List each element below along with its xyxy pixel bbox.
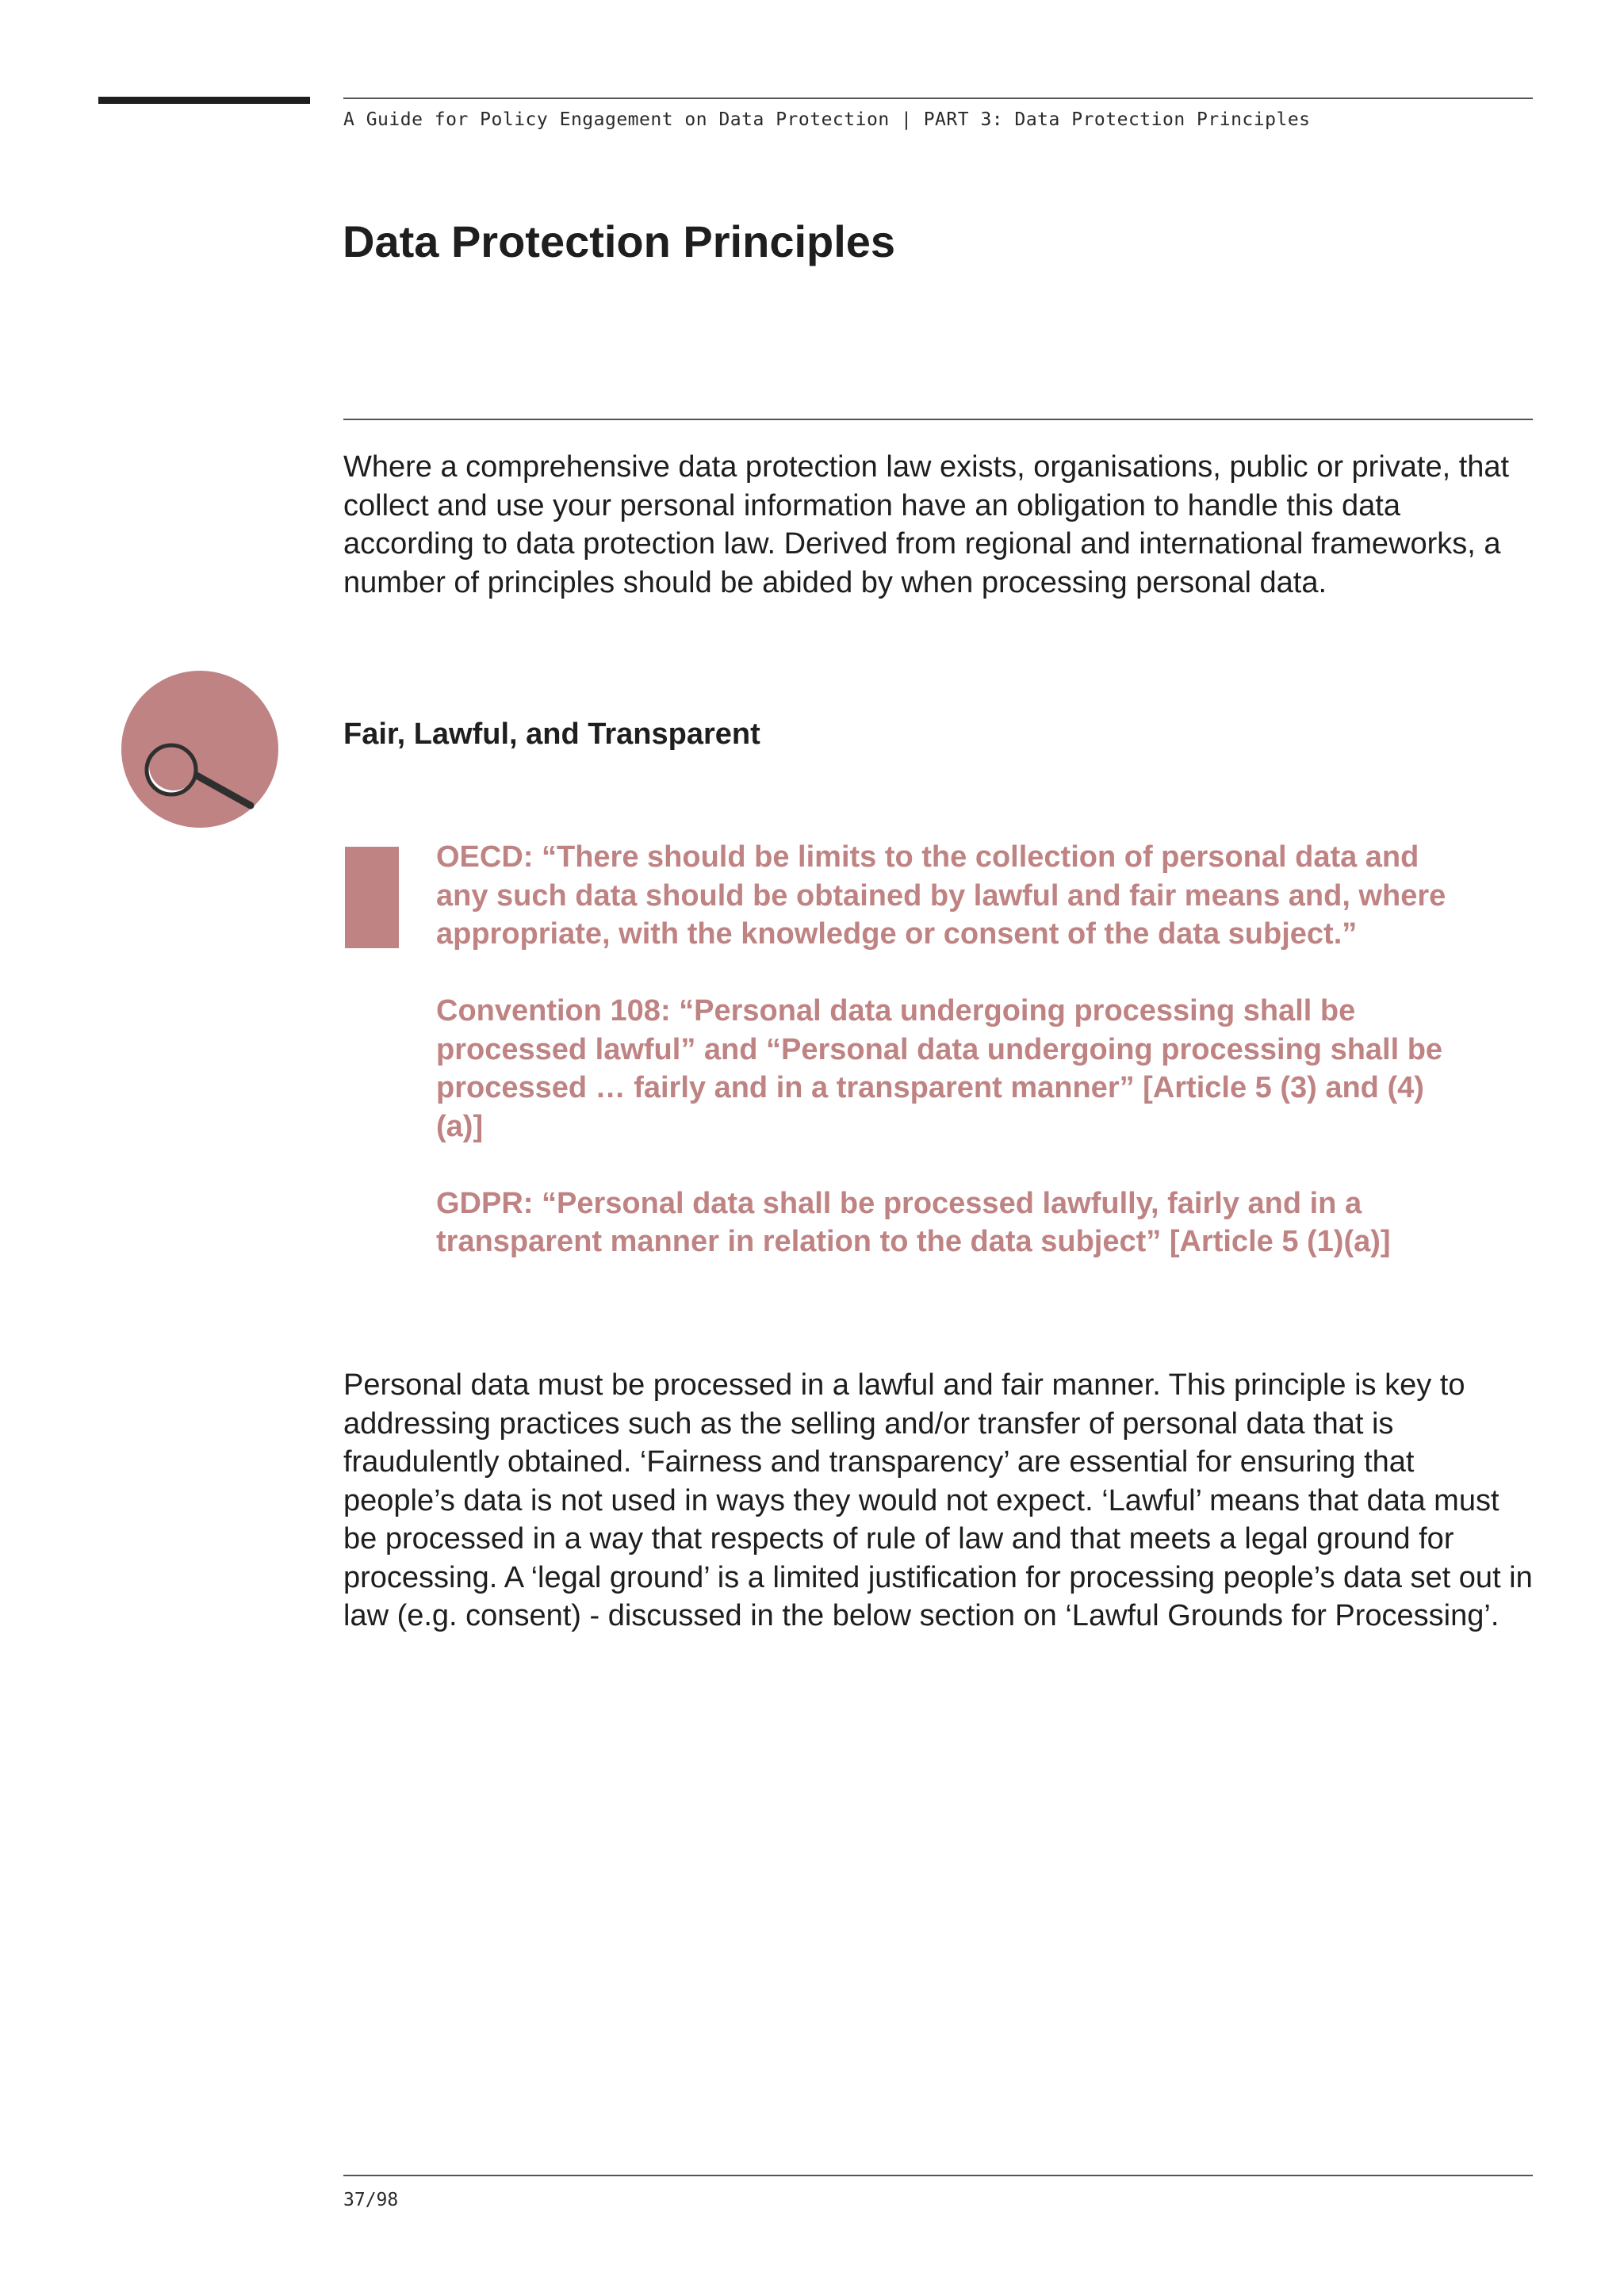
header-accent-bar bbox=[98, 97, 310, 104]
section-divider bbox=[343, 419, 1533, 420]
footer-rule bbox=[343, 2175, 1533, 2176]
page-number: 37/98 bbox=[343, 2190, 399, 2210]
running-header: A Guide for Policy Engagement on Data Protection | PART 3: Data Protection Principles bbox=[343, 109, 1311, 130]
principle-body-paragraph: Personal data must be processed in a lawful and fair manner. This principle is key to addressing practices such as the selling and/or transfer of personal data that is fraudulently obtained. ‘Fairness and transparency’ are essential for ensuring that people’s data is not used in ways they would not expect. ‘Lawful’ means that data must be processed in a way that respects of rule of law and that meets a legal ground for processing. A ‘legal ground’ is a limited justification for processing people’s data set out in law (e.g. consent) - discussed in the below section on ‘Lawful Grounds for Processing’. bbox=[343, 1368, 1533, 1632]
intro-paragraph: Where a comprehensive data protection law exists, organisations, public or private, that collect and use your personal information have an obligation to handle this data according to data protection law. Derived from regional and international frameworks, a number of principles should be abided by when processing personal data. bbox=[343, 450, 1510, 599]
magnifying-glass-icon bbox=[121, 671, 278, 828]
page-title: Data Protection Principles bbox=[343, 216, 896, 266]
quote-marker bbox=[345, 847, 399, 948]
quote-convention-108: Convention 108: “Personal data undergoing processing shall be processed lawful” and “Personal data undergoing processing shall be processed … fairly and in a transparent manner” [Article 5 (3) and (4)(a)] bbox=[436, 994, 1443, 1143]
header-rule bbox=[343, 98, 1533, 99]
principle-heading: Fair, Lawful, and Transparent bbox=[343, 718, 760, 751]
quote-oecd: OECD: “There should be limits to the collection of personal data and any such data should be obtained by lawful and fair means and, where appropriate, with the knowledge or consent of the data subject.” bbox=[436, 840, 1446, 951]
quote-gdpr: GDPR: “Personal data shall be processed lawfully, fairly and in a transparent manner in relation to the data subject” [Article 5 (1)(a)] bbox=[436, 1186, 1391, 1258]
quote-block bbox=[436, 838, 1467, 1299]
